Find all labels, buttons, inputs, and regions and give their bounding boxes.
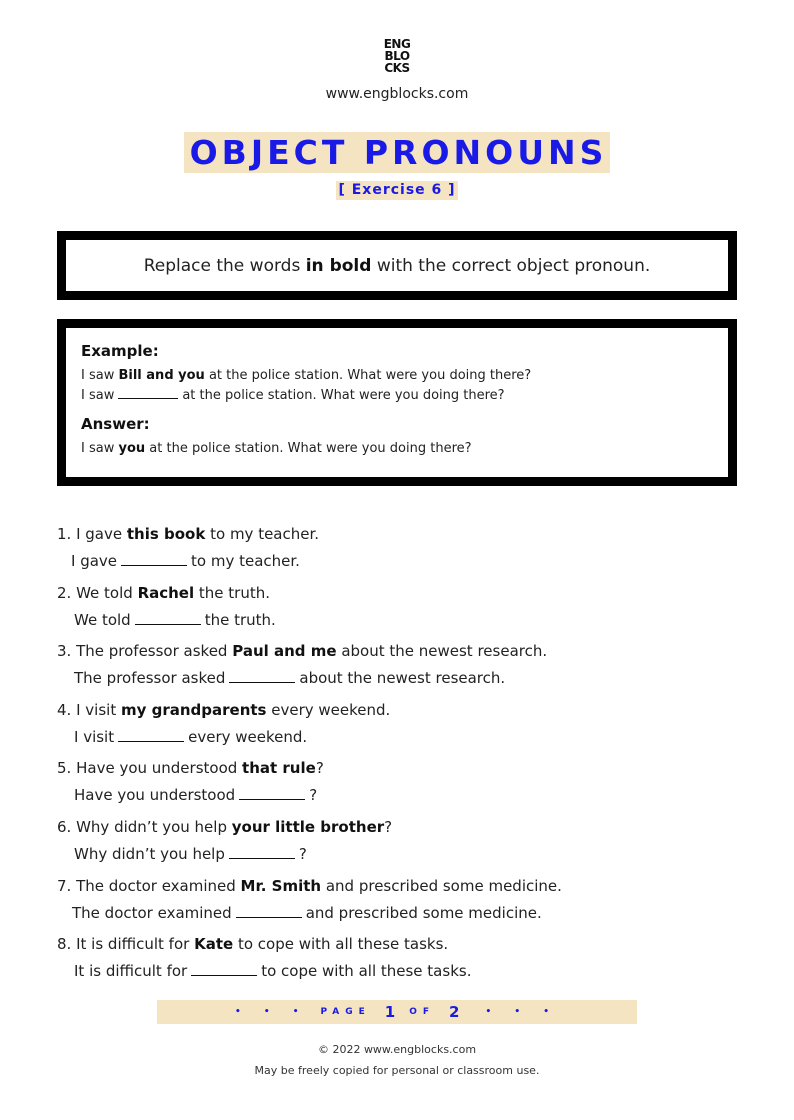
question-before: I visit <box>76 700 121 719</box>
blank-after: to cope with all these tasks. <box>261 962 472 981</box>
question-after: ? <box>315 759 324 778</box>
question-after: to cope with all these tasks. <box>233 935 449 954</box>
title-wrap <box>0 132 794 173</box>
answer-after: at the police station. What were you doing there? <box>145 441 472 456</box>
question-after: ? <box>384 817 393 836</box>
answer-blank[interactable] <box>135 610 201 625</box>
blank-after: ? <box>298 844 307 863</box>
answer-blank[interactable] <box>229 668 295 683</box>
answer-heading: Answer: <box>81 415 150 433</box>
question-bold: my grandparents <box>120 700 267 719</box>
blank-after: and prescribed some medicine. <box>305 903 542 922</box>
blank-before: Have you understood <box>74 786 236 805</box>
question-bold: that rule <box>242 759 316 778</box>
blank-after: every weekend. <box>188 727 308 746</box>
logo-line: CKS <box>384 61 410 75</box>
answer-blank[interactable] <box>118 727 184 742</box>
answer-blank[interactable] <box>239 785 305 800</box>
question-number: 4. <box>57 700 72 719</box>
question-before: The professor asked <box>76 642 233 661</box>
question-after: the truth. <box>194 583 270 602</box>
question-bold: Mr. Smith <box>240 876 322 895</box>
question-number: 3. <box>57 642 72 661</box>
logo-line: BLO <box>384 49 410 63</box>
blank-after: the truth. <box>204 610 276 629</box>
question-before: It is difficult for <box>76 935 195 954</box>
question-blank-line <box>57 956 757 986</box>
question-before: The doctor examined <box>76 876 241 895</box>
total-pages: 2 <box>449 1003 460 1021</box>
question-item <box>57 756 757 815</box>
question-blank-line <box>57 839 757 869</box>
footer-copyright: © 2022 www.engblocks.com <box>317 1043 477 1056</box>
question-after: about the newest research. <box>336 642 548 661</box>
answer-blank[interactable] <box>191 961 257 976</box>
question-sentence <box>57 581 757 605</box>
question-sentence <box>57 815 757 839</box>
question-before: Why didn’t you help <box>76 817 232 836</box>
question-number: 5. <box>57 759 72 778</box>
example-blank-sentence <box>81 386 728 406</box>
question-number: 1. <box>57 525 72 543</box>
site-url: www.engblocks.com <box>325 86 469 102</box>
question-item <box>57 874 757 933</box>
question-item <box>57 932 757 991</box>
answer-blank <box>118 386 178 399</box>
instruction-bold: in bold <box>305 255 372 276</box>
pagination-dots: • • • <box>234 1007 309 1017</box>
example-box <box>57 319 737 486</box>
blank-before: Why didn’t you help <box>74 844 225 863</box>
answer-blank[interactable] <box>121 551 187 566</box>
question-sentence <box>57 639 757 663</box>
page-title: OBJECT PRONOUNS <box>184 132 611 173</box>
question-sentence <box>57 756 757 780</box>
question-blank-line <box>57 663 757 693</box>
question-bold: your little brother <box>231 817 385 836</box>
blank-before: The professor asked <box>74 669 226 688</box>
question-bold: Paul and me <box>232 642 337 661</box>
question-sentence <box>57 522 757 546</box>
question-bold: Rachel <box>137 583 195 602</box>
pagination-dots: • • • <box>485 1007 560 1017</box>
question-after: and prescribed some medicine. <box>321 876 562 895</box>
question-blank-line <box>57 605 757 635</box>
question-item <box>57 581 757 640</box>
answer-blank[interactable] <box>236 903 302 918</box>
example-blank-after: at the police station. What were you doing there? <box>182 388 505 403</box>
page-word: PAGE <box>320 1007 371 1017</box>
question-blank-line <box>57 898 757 928</box>
engblocks-logo <box>378 38 416 74</box>
question-number: 8. <box>57 935 72 954</box>
blank-before: The doctor examined <box>72 903 232 922</box>
question-blank-line <box>57 722 757 752</box>
instruction-box <box>57 231 737 300</box>
exercise-subtitle: [ Exercise 6 ] <box>338 182 456 198</box>
question-sentence <box>57 874 757 898</box>
blank-after: ? <box>309 786 318 805</box>
example-sentence <box>81 366 728 386</box>
logo-line: ENG <box>383 37 411 51</box>
question-item <box>57 815 757 874</box>
question-list <box>57 522 757 991</box>
question-item <box>57 522 757 581</box>
answer-before: I saw <box>81 441 119 456</box>
blank-before: It is difficult for <box>74 962 188 981</box>
example-before: I saw <box>81 368 119 383</box>
instruction-after: with the correct object pronoun. <box>371 255 651 276</box>
question-number: 2. <box>57 583 72 602</box>
of-word: OF <box>409 1007 436 1017</box>
question-item <box>57 698 757 757</box>
question-number: 7. <box>57 876 72 895</box>
question-blank-line <box>57 546 757 576</box>
example-after: at the police station. What were you doing there? <box>204 368 532 383</box>
question-before: Have you understood <box>76 759 243 778</box>
example-blank-before: I saw <box>81 388 115 403</box>
question-bold: this book <box>126 525 206 543</box>
question-before: I gave <box>76 525 127 543</box>
question-before: We told <box>76 583 138 602</box>
answer-sentence <box>81 439 728 459</box>
instruction-before: Replace the words <box>143 255 306 276</box>
subtitle-wrap <box>0 179 794 200</box>
question-item <box>57 639 757 698</box>
blank-after: to my teacher. <box>191 552 300 570</box>
answer-blank[interactable] <box>229 844 295 859</box>
example-bold: Bill and you <box>118 368 205 383</box>
blank-before: I visit <box>74 727 115 746</box>
answer-bold: you <box>118 441 146 456</box>
example-heading: Example: <box>81 342 159 360</box>
question-bold: Kate <box>194 935 234 954</box>
current-page: 1 <box>384 1003 396 1021</box>
question-after: every weekend. <box>266 700 391 719</box>
blank-after: about the newest research. <box>299 669 506 688</box>
question-blank-line <box>57 780 757 810</box>
instruction-text <box>144 256 651 276</box>
question-number: 6. <box>57 817 72 836</box>
footer-license: May be freely copied for personal or classroom use. <box>254 1064 540 1077</box>
pagination-bar <box>157 1000 637 1024</box>
blank-before: I gave <box>71 552 118 570</box>
question-sentence <box>57 932 757 956</box>
question-sentence <box>57 698 757 722</box>
blank-before: We told <box>74 610 131 629</box>
question-after: to my teacher. <box>205 525 320 543</box>
